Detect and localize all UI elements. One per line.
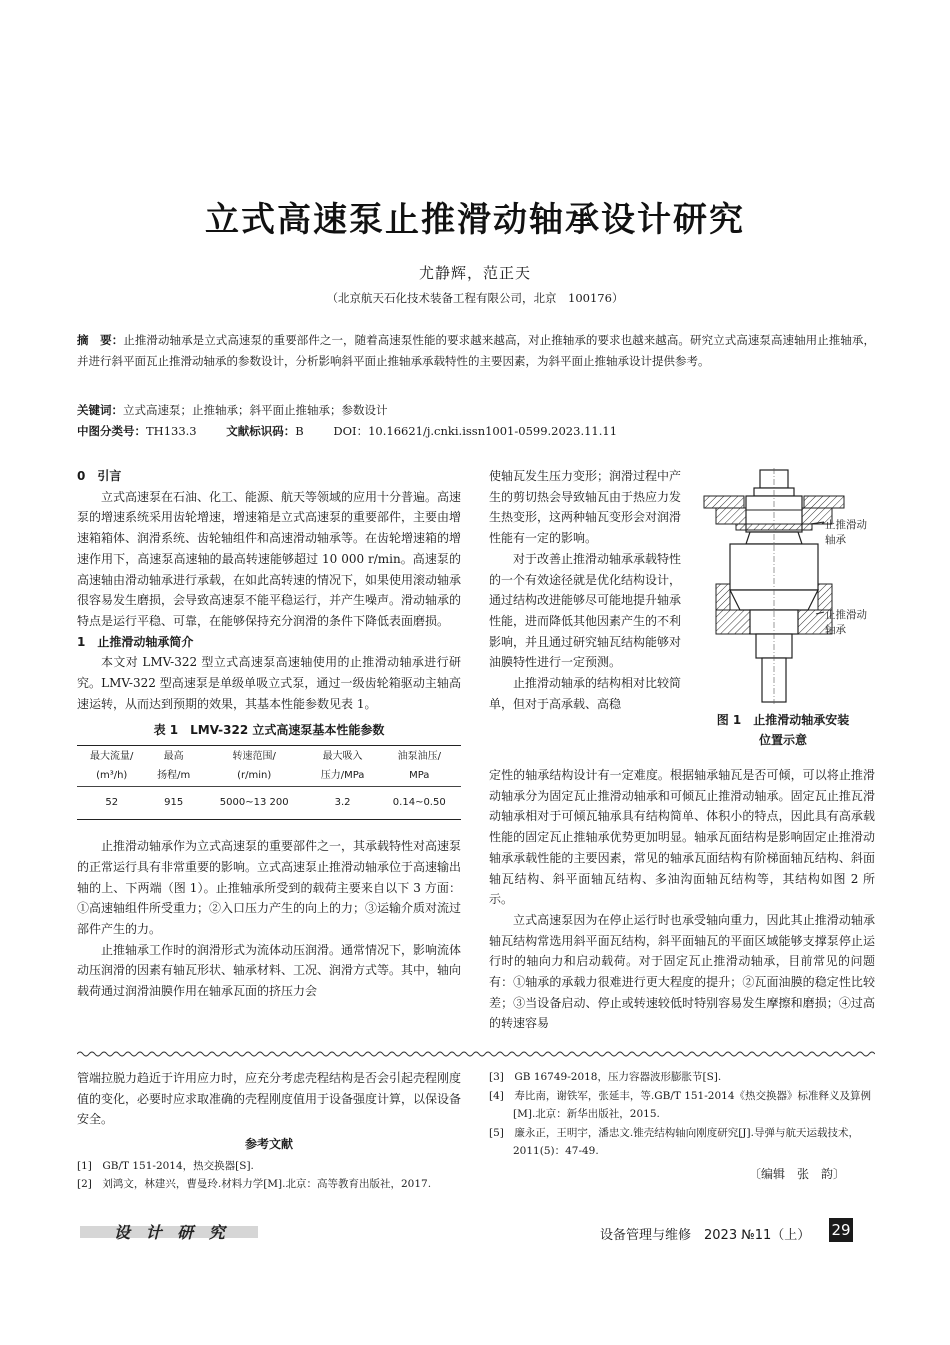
reference-item: [4] 寿比南，谢铁军，张延丰，等.GB/T 151-2014《热交换器》标准释义及算例[M].北京：新华出版社，2015. bbox=[489, 1089, 872, 1120]
keywords-line bbox=[77, 400, 875, 421]
table-1 bbox=[77, 745, 461, 820]
figure-1-caption: 图 1 止推滑动轴承安装 位置示意 bbox=[716, 713, 850, 747]
right-paragraph-1: 使轴瓦发生压力变形；润滑过程中产生的剪切热会导致轴瓦由于热应力发生热变形，这两种轴瓦变形会对润滑性能有一定的影响。 bbox=[489, 469, 682, 546]
references-left bbox=[77, 1157, 461, 1194]
abstract-label: 摘 要： bbox=[77, 333, 124, 347]
table-header-cell: 油泵油压/ MPa bbox=[397, 751, 441, 782]
right-paragraph-3a: 止推滑动轴承的结构相对比较简单，但对于高承载、高稳 bbox=[489, 676, 682, 711]
footer-section-label: 设 计 研 究 bbox=[80, 1220, 260, 1242]
figure-1 bbox=[690, 466, 876, 756]
table-cell: 0.14~0.50 bbox=[392, 797, 446, 809]
page-number: 29 bbox=[829, 1218, 853, 1242]
bearing-diagram bbox=[690, 466, 876, 706]
footer-journal: 设备管理与维修 2023 №11（上） bbox=[600, 1228, 811, 1243]
reference-item: [5] 廉永正，王明宇，潘忠文.锥壳结构轴向刚度研究[J].导弹与航天运载技术，2011(5)：47-49. bbox=[489, 1126, 859, 1157]
reference-item: [2] 刘鸿文，林建兴，曹曼玲.材料力学[M].北京：高等教育出版社，2017. bbox=[77, 1178, 432, 1191]
left-column bbox=[77, 466, 461, 1002]
doc-code-label: 文献标识码： bbox=[226, 424, 296, 438]
table-cell: 5000~13 200 bbox=[219, 797, 289, 809]
right-paragraph-4: 立式高速泵因为在停止运行时也承受轴向重力，因此其止推滑动轴承轴瓦结构常选用斜平面瓦结构，斜平面轴瓦的平面区域能够支撑泵停止运行时的轴向力和启动载荷。对于固定瓦止推滑动轴承，目前常见的问题有：①轴承的承载力很难进行更大程度的提升；②瓦面油膜的稳定性比较差；③当设备启动、停止或转速较低时特别容易发生摩擦和磨损；④过高的转速容易 bbox=[489, 912, 875, 1031]
table-1-caption: 表 1 LMV-322 立式高速泵基本性能参数 bbox=[153, 723, 385, 738]
right-paragraph-3b: 定性的轴承结构设计有一定难度。根据轴承轴瓦是否可倾，可以将止推滑动轴承分为固定瓦止推滑动轴承和可倾瓦止推滑动轴承。固定瓦止推瓦滑动轴承相对于可倾瓦轴承具有结构简单、体积小的特点，因此具有高承载性能的固定瓦止推轴承优势更加明显。轴承瓦面结构是影响固定止推滑动轴承承载性能的主要因素，常见的轴承瓦面结构有阶梯面轴瓦结构、斜面轴瓦结构、斜平面轴瓦结构、多油沟面轴瓦结构等，其结构如图 2 所示。 bbox=[489, 768, 875, 907]
left-paragraph-after-table-1: 止推滑动轴承作为立式高速泵的重要部件之一，其承载特性对高速泵的正常运行具有非常重要的影响。立式高速泵止推滑动轴承位于高速输出轴的上、下两端（图 1）。止推轴承所受到的载荷主要来自以下 3 方面：①高速轴组件所受重力；②入口压力产生的向上的力；③运输介质对流过部件产生的力。 bbox=[77, 839, 462, 936]
right-wide-column bbox=[489, 765, 875, 1034]
reference-item: [1] GB/T 151-2014，热交换器[S]. bbox=[77, 1159, 254, 1172]
table-cell: 915 bbox=[164, 797, 184, 809]
references-title: 参考文献 bbox=[244, 1137, 293, 1152]
references-right bbox=[489, 1068, 875, 1183]
abstract bbox=[77, 330, 875, 372]
keywords-label: 关键词： bbox=[77, 403, 123, 417]
table-header-cell: 最高 扬程/m bbox=[157, 751, 191, 782]
section-1-heading: 1 止推滑动轴承简介 bbox=[77, 634, 194, 649]
bottom-left-column bbox=[77, 1068, 461, 1194]
label-lower-bearing: 止推滑动 轴承 bbox=[825, 609, 867, 636]
section-0-heading: 0 引言 bbox=[77, 469, 122, 483]
table-1-header-row bbox=[77, 746, 461, 787]
right-narrow-column bbox=[489, 466, 681, 714]
bottom-left-paragraph: 管端拉脱力趋近于许用应力时，应充分考虑壳程结构是否会引起壳程刚度值的变化，必要时应求取准确的壳程刚度值用于设备强度计算，以保设备安全。 bbox=[77, 1071, 462, 1127]
left-paragraph-after-table-2: 止推轴承工作时的润滑形式为流体动压润滑。通常情况下，影响流体动压润滑的因素有轴瓦形状、轴承材料、工况、润滑方式等。其中，轴向载荷通过润滑油膜作用在轴承瓦面的挤压力会 bbox=[77, 942, 462, 999]
right-paragraph-2: 对于改善止推滑动轴承承载特性的一个有效途径就是优化结构设计，通过结构改进能够尽可能地提升轴承性能，进而降低其他因素产生的不利影响，并且通过研究轴瓦结构能够对油膜特性进行一定预测。 bbox=[489, 551, 682, 670]
article-meta bbox=[77, 400, 875, 442]
classification-line bbox=[77, 421, 875, 442]
reference-item: [3] GB 16749-2018，压力容器波形膨胀节[S]. bbox=[489, 1071, 722, 1083]
table-row bbox=[77, 787, 461, 820]
abstract-text: 止推滑动轴承是立式高速泵的重要部件之一，随着高速泵性能的要求越来越高，对止推轴承的要求也越来越高。研究立式高速泵高速轴用止推轴承，并进行斜平面瓦止推滑动轴承的参数设计，分析影响斜平面止推轴承承载特性的主要因素，为斜平面止推轴承设计提供参考。 bbox=[77, 333, 875, 368]
label-upper-bearing: 止推滑动 轴承 bbox=[825, 519, 867, 546]
article-title: 立式高速泵止推滑动轴承设计研究 bbox=[205, 200, 745, 240]
editor-note: 〔编辑 张 韵〕 bbox=[748, 1166, 845, 1181]
clc-value: TH133.3 bbox=[146, 424, 197, 438]
table-header-cell: 最大流量/ (m³/h) bbox=[90, 751, 134, 782]
doi-value: 10.16621/j.cnki.issn1001-0599.2023.11.11 bbox=[368, 424, 618, 438]
table-header-cell: 转速范围/ (r/min) bbox=[232, 751, 276, 782]
affiliation: （北京航天石化技术装备工程有限公司，北京 100176） bbox=[326, 291, 624, 305]
doi-label: DOI： bbox=[333, 424, 369, 438]
table-header-cell: 最大吸入 压力/MPa bbox=[320, 751, 365, 782]
doc-code-value: B bbox=[295, 424, 304, 438]
table-cell: 3.2 bbox=[334, 797, 351, 809]
authors: 尤静辉，范正天 bbox=[418, 264, 531, 282]
clc-label: 中图分类号： bbox=[77, 424, 146, 438]
wavy-separator bbox=[77, 1050, 875, 1058]
section-1-paragraph: 本文对 LMV-322 型立式高速泵高速轴使用的止推滑动轴承进行研究。LMV-322 型高速泵是单级单吸立式泵，通过一级齿轮箱驱动主轴高速运转，从而达到预期的效果，其基本性能参数见表 1。 bbox=[77, 655, 461, 711]
table-cell: 52 bbox=[105, 797, 119, 809]
keywords-text: 立式高速泵；止推轴承；斜平面止推轴承；参数设计 bbox=[123, 403, 388, 417]
section-0-paragraph: 立式高速泵在石油、化工、能源、航天等领域的应用十分普遍。高速泵的增速系统采用齿轮增速，增速箱是立式高速泵的重要部件，主要由增速箱箱体、润滑系统、齿轮轴组件和高速滑动轴承等。在齿轮增速箱的增速作用下，高速泵高速轴的最高转速能够超过 10 000 r/min。高速泵的高速轴由滑动轴承进行承载，在如此高转速的情况下，如果使用滚动轴承很容易发生磨损，会导致高速泵不能平稳运行，并产生噪声。滑动轴承的特点是运行平稳、可靠，在能够保持充分润滑的条件下降低表面磨损。 bbox=[77, 489, 462, 628]
